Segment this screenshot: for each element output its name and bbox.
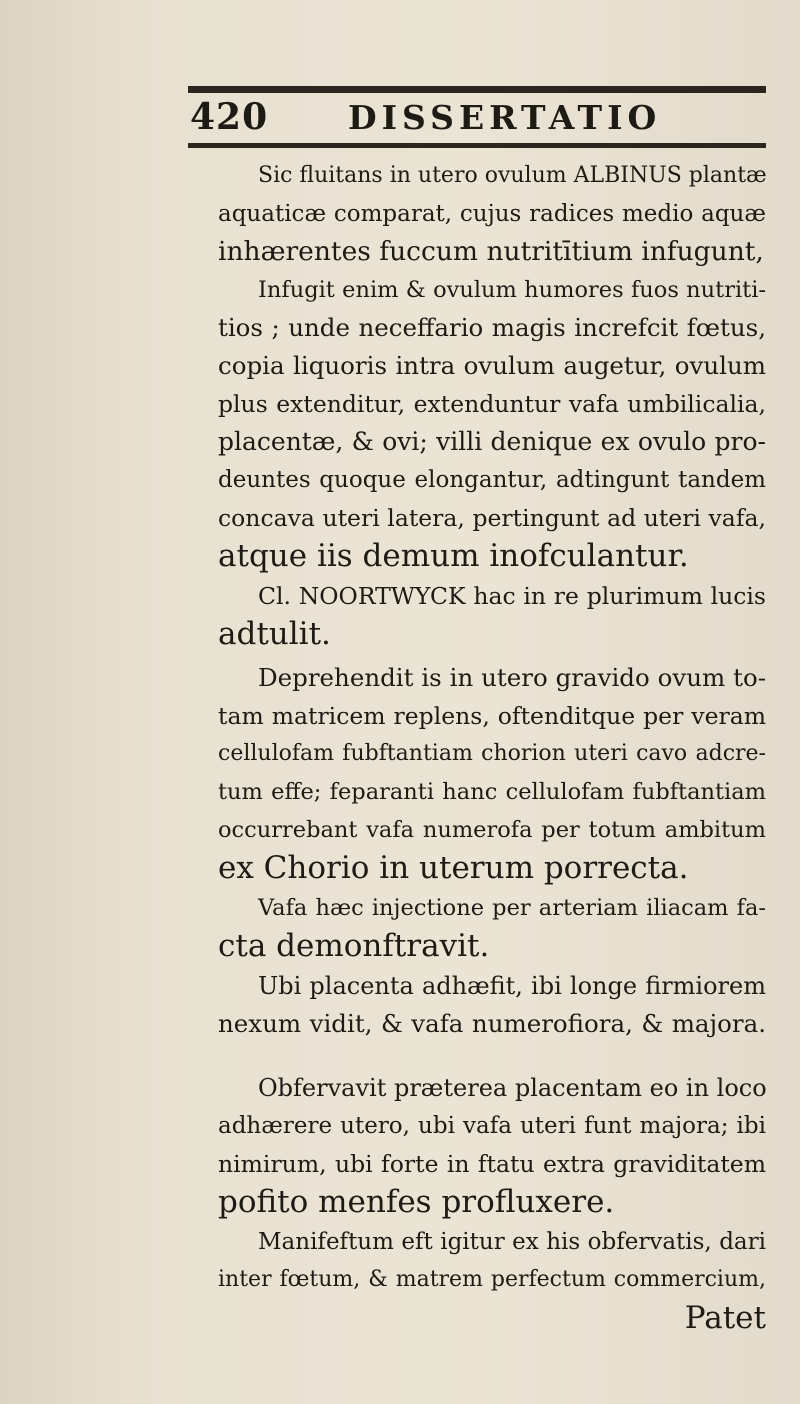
text-line: Obfervavit præterea placentam eo in loco: [258, 1074, 767, 1102]
text-line: aquaticæ comparat, cujus radices medio aquæ: [218, 201, 766, 227]
page-number: 420: [190, 96, 269, 138]
text-line: inhærentes fuccum nutritītium infugunt,: [218, 236, 764, 267]
text-line: atque iis demum inofculantur.: [218, 538, 689, 574]
text-line: deuntes quoque elongantur, adtingunt tandem: [218, 467, 766, 493]
running-head: DISSERTATIO: [348, 98, 662, 137]
header-rule-top: [188, 86, 766, 93]
text-line: inter fœtum, & matrem perfectum commercium,: [218, 1267, 766, 1292]
text-line: Sic fluitans in utero ovulum ALBINUS plantæ: [258, 163, 767, 188]
text-line: Infugit enim & ovulum humores fuos nutriti-: [258, 277, 766, 303]
text-line: Ubi placenta adhæfit, ibi longe firmiorem: [258, 972, 766, 1000]
text-line: Cl. NOORTWYCK hac in re plurimum lucis: [258, 582, 766, 610]
text-line: placentæ, & ovi; villi denique ex ovulo pro-: [218, 427, 766, 456]
text-line: Deprehendit is in utero gravido ovum to-: [258, 663, 766, 692]
catchword: Patet: [684, 1300, 766, 1336]
text-line: Vafa hæc injectione per arteriam iliacam fa-: [258, 895, 766, 921]
text-line: cellulofam fubftantiam chorion uteri cavo adcre-: [218, 741, 766, 766]
text-line: nimirum, ubi forte in ftatu extra graviditatem: [218, 1150, 766, 1178]
text-line: Manifeftum eft igitur ex his obfervatis, dari: [258, 1229, 766, 1255]
header-rule-bottom: [188, 143, 766, 148]
text-line: nexum vidit, & vafa numerofiora, & majora.: [218, 1009, 766, 1038]
text-line: pofito menfes profluxere.: [218, 1184, 615, 1220]
text-line: tam matricem replens, oftenditque per veram: [218, 702, 766, 730]
text-line: concava uteri latera, pertingunt ad uteri vafa,: [218, 504, 766, 532]
text-line: tum effe; feparanti hanc cellulofam fubftantiam: [218, 779, 766, 805]
text-line: tios ; unde neceffario magis increfcit fœtus,: [218, 313, 766, 342]
text-line: plus extenditur, extenduntur vafa umbilicalia,: [218, 390, 766, 418]
text-line: ex Chorio in uterum porrecta.: [218, 850, 689, 886]
text-line: adtulit.: [218, 616, 331, 652]
text-line: copia liquoris intra ovulum augetur, ovulum: [218, 351, 766, 380]
text-line: cta demonftravit.: [218, 928, 490, 964]
text-line: occurrebant vafa numerofa per totum ambitum: [218, 817, 766, 843]
text-line: adhærere utero, ubi vafa uteri funt majora; ibi: [218, 1113, 766, 1139]
